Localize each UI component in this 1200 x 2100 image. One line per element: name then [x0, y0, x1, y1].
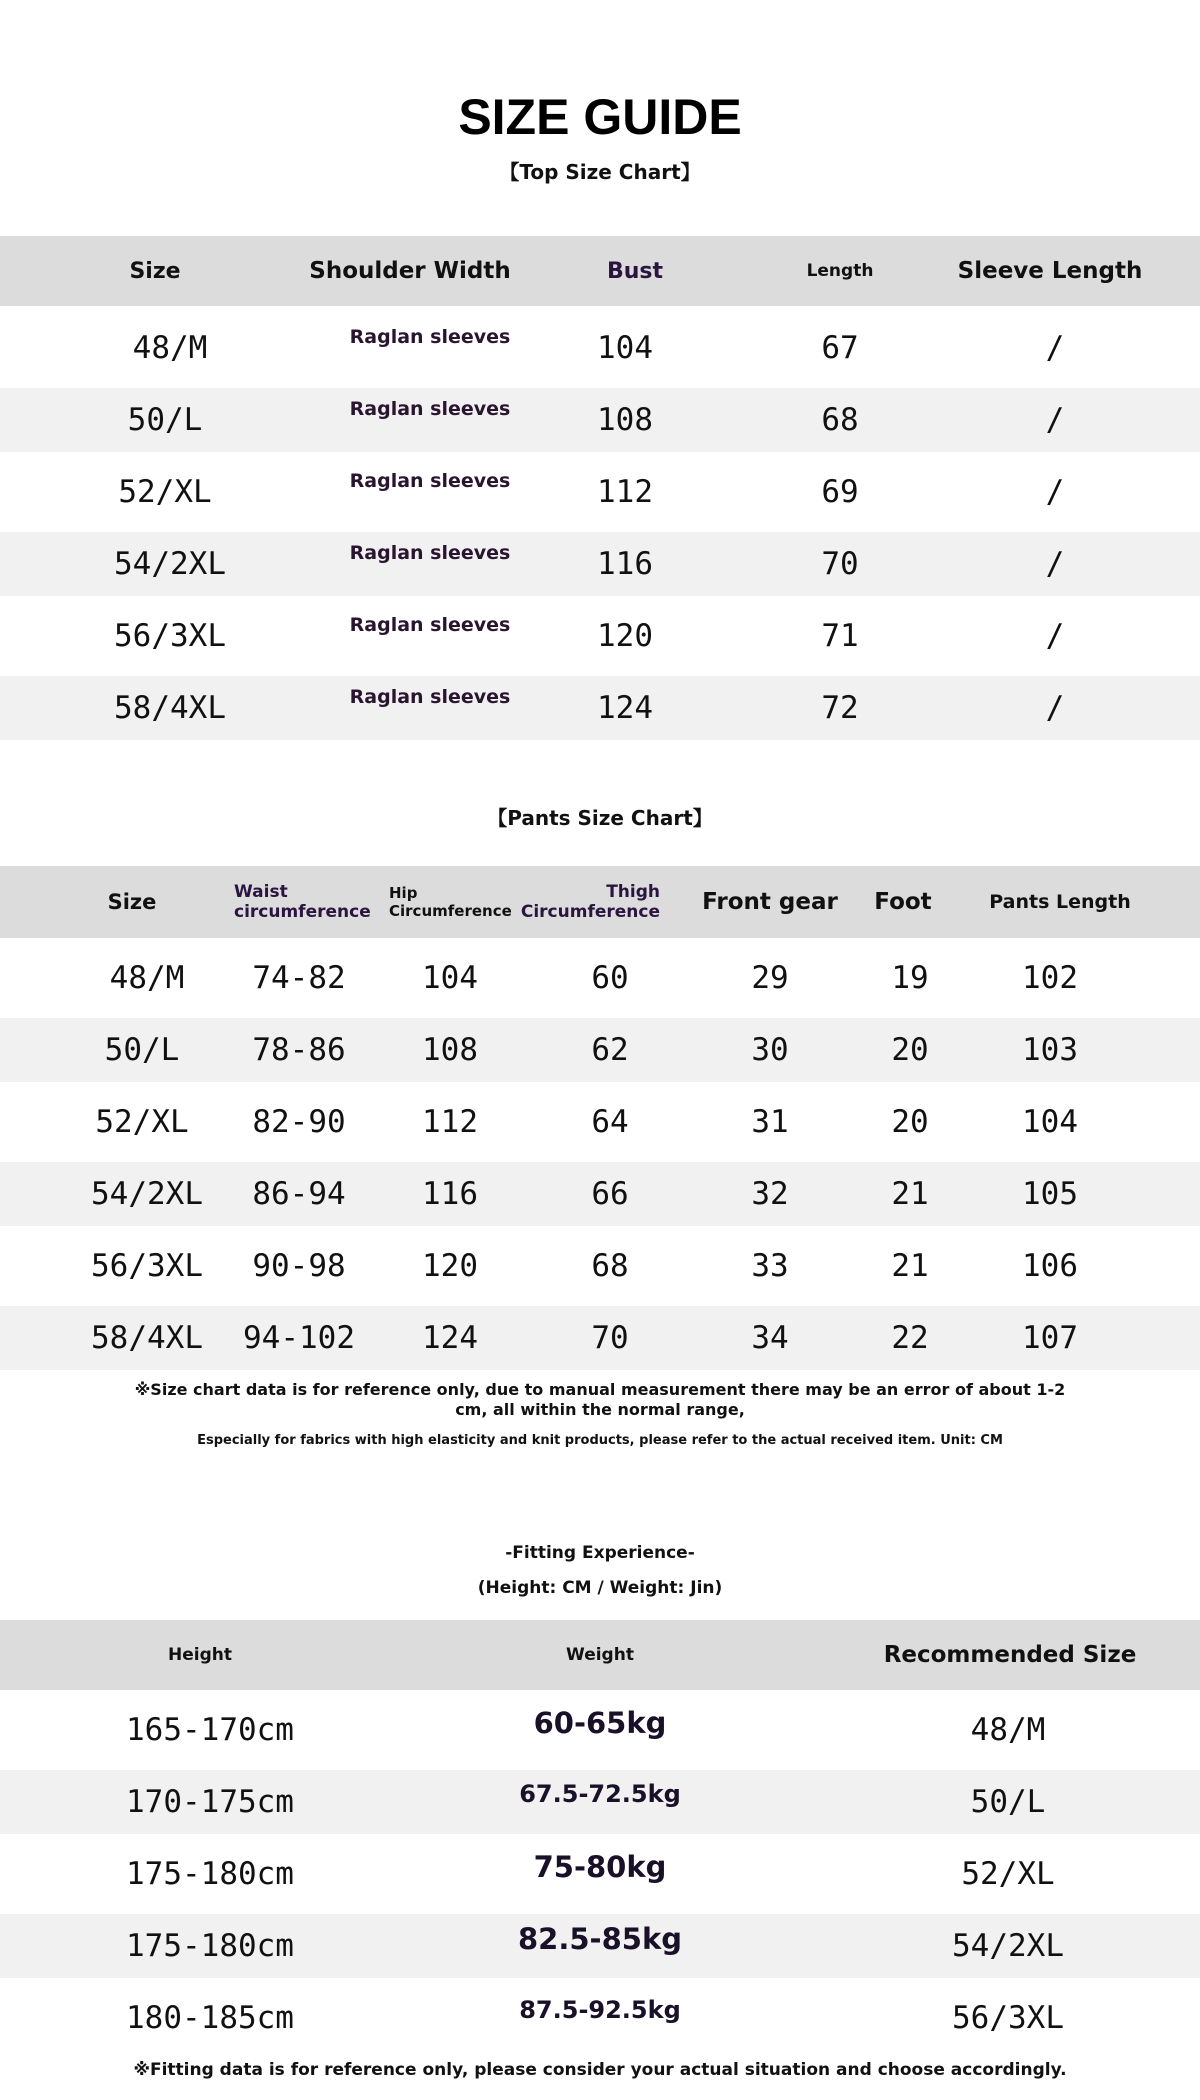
cell-foot: 22 [891, 1320, 929, 1356]
cell-shoulder: Raglan sleeves [349, 614, 511, 636]
header-size: Size [129, 258, 181, 284]
cell-thigh: 64 [591, 1104, 629, 1140]
fitting-header [0, 1620, 1200, 1690]
cell-sleeve: / [1045, 402, 1065, 438]
cell-waist: 86-94 [252, 1176, 346, 1212]
cell-thigh: 60 [591, 960, 629, 996]
table-row [0, 388, 1200, 452]
cell-bust: 108 [597, 402, 653, 438]
cell-length: 71 [821, 618, 859, 654]
cell-pants-length: 105 [1022, 1176, 1078, 1212]
cell-front-gear: 33 [751, 1248, 789, 1284]
cell-sleeve: / [1045, 618, 1065, 654]
header-bust: Bust [606, 258, 664, 284]
cell-weight: 82.5-85kg [518, 1922, 682, 1956]
table-row [0, 1018, 1200, 1082]
cell-weight: 75-80kg [533, 1850, 667, 1884]
header-pants-length: Pants Length [989, 891, 1131, 913]
cell-pants-length: 106 [1022, 1248, 1078, 1284]
table-row [0, 676, 1200, 740]
cell-sleeve: / [1045, 330, 1065, 366]
top-chart-subtitle: 【Top Size Chart】 [499, 160, 701, 184]
cell-foot: 20 [891, 1032, 929, 1068]
cell-recommended-size: 48/M [970, 1712, 1046, 1748]
cell-size: 56/3XL [91, 1248, 203, 1284]
cell-waist: 78-86 [252, 1032, 346, 1068]
header-shoulder-width: Shoulder Width [309, 258, 511, 284]
header-thigh-line1: Thigh [606, 882, 660, 902]
table-row [0, 1698, 1200, 1762]
cell-recommended-size: 52/XL [961, 1856, 1055, 1892]
cell-front-gear: 34 [751, 1320, 789, 1356]
cell-shoulder: Raglan sleeves [349, 542, 511, 564]
cell-bust: 112 [597, 474, 653, 510]
table-row [0, 1306, 1200, 1370]
header-front-gear: Front gear [702, 889, 838, 915]
cell-sleeve: / [1045, 546, 1065, 582]
table-row [0, 604, 1200, 668]
cell-foot: 21 [891, 1176, 929, 1212]
cell-foot: 21 [891, 1248, 929, 1284]
table-row [0, 946, 1200, 1010]
size-chart-note-line2: cm, all within the normal range, [455, 1400, 745, 1419]
cell-hip: 120 [422, 1248, 478, 1284]
header-size: Size [107, 890, 157, 914]
cell-thigh: 66 [591, 1176, 629, 1212]
header-weight: Weight [566, 1645, 634, 1665]
cell-size: 48/M [109, 960, 185, 996]
cell-size: 56/3XL [114, 618, 226, 654]
table-row [0, 1162, 1200, 1226]
cell-shoulder: Raglan sleeves [349, 326, 511, 348]
header-thigh-line2: Circumference [520, 902, 660, 922]
table-row [0, 316, 1200, 380]
cell-front-gear: 32 [751, 1176, 789, 1212]
header-hip-line2: Circumference [389, 902, 512, 920]
cell-sleeve: / [1045, 690, 1065, 726]
header-hip-line1: Hip [389, 884, 418, 902]
header-height: Height [168, 1645, 232, 1665]
page-title: SIZE GUIDE [458, 89, 742, 145]
table-row [0, 1090, 1200, 1154]
cell-length: 68 [821, 402, 859, 438]
cell-height: 175-180cm [126, 1856, 294, 1892]
cell-height: 170-175cm [126, 1784, 294, 1820]
cell-length: 70 [821, 546, 859, 582]
cell-recommended-size: 56/3XL [952, 2000, 1064, 2036]
cell-pants-length: 102 [1022, 960, 1078, 996]
cell-waist: 94-102 [243, 1320, 355, 1356]
cell-thigh: 68 [591, 1248, 629, 1284]
cell-bust: 124 [597, 690, 653, 726]
header-thigh [520, 866, 660, 938]
cell-shoulder: Raglan sleeves [349, 398, 511, 420]
cell-pants-length: 103 [1022, 1032, 1078, 1068]
table-row [0, 1234, 1200, 1298]
cell-size: 54/2XL [91, 1176, 203, 1212]
cell-size: 48/M [132, 330, 208, 366]
cell-pants-length: 107 [1022, 1320, 1078, 1356]
table-row [0, 1986, 1200, 2050]
table-row [0, 532, 1200, 596]
header-length: Length [806, 261, 874, 281]
pants-chart-subtitle: 【Pants Size Chart】 [487, 806, 713, 830]
cell-weight: 60-65kg [533, 1706, 667, 1740]
cell-recommended-size: 54/2XL [952, 1928, 1064, 1964]
table-row [0, 1842, 1200, 1906]
cell-bust: 116 [597, 546, 653, 582]
fitting-note: ※Fitting data is for reference only, please consider your actual situation and choose accordingly. [133, 2060, 1067, 2080]
cell-length: 72 [821, 690, 859, 726]
cell-size: 54/2XL [114, 546, 226, 582]
cell-height: 175-180cm [126, 1928, 294, 1964]
pants-chart-header [0, 866, 1200, 938]
top-chart-header [0, 236, 1200, 306]
header-hip [389, 866, 529, 938]
header-waist-line1: Waist [234, 882, 288, 902]
size-chart-note-line1: ※Size chart data is for reference only, due to manual measurement there may be an error of about 1-2 [134, 1380, 1066, 1399]
cell-size: 58/4XL [114, 690, 226, 726]
cell-thigh: 62 [591, 1032, 629, 1068]
cell-pants-length: 104 [1022, 1104, 1078, 1140]
header-waist-line2: circumference [234, 902, 371, 922]
cell-shoulder: Raglan sleeves [349, 686, 511, 708]
cell-sleeve: / [1045, 474, 1065, 510]
cell-bust: 120 [597, 618, 653, 654]
cell-weight: 87.5-92.5kg [519, 1996, 681, 2024]
cell-bust: 104 [597, 330, 653, 366]
cell-length: 69 [821, 474, 859, 510]
cell-front-gear: 30 [751, 1032, 789, 1068]
cell-size: 50/L [127, 402, 203, 438]
cell-hip: 108 [422, 1032, 478, 1068]
size-chart-note [0, 1380, 1200, 1420]
cell-length: 67 [821, 330, 859, 366]
header-recommended-size: Recommended Size [883, 1642, 1137, 1668]
cell-height: 180-185cm [126, 2000, 294, 2036]
cell-hip: 124 [422, 1320, 478, 1356]
table-row [0, 460, 1200, 524]
table-row [0, 1770, 1200, 1834]
cell-size: 50/L [104, 1032, 180, 1068]
cell-hip: 104 [422, 960, 478, 996]
cell-front-gear: 29 [751, 960, 789, 996]
header-sleeve-length: Sleeve Length [957, 258, 1143, 284]
cell-waist: 74-82 [252, 960, 346, 996]
header-waist [234, 866, 384, 938]
cell-size: 52/XL [95, 1104, 189, 1140]
cell-size: 58/4XL [91, 1320, 203, 1356]
cell-recommended-size: 50/L [970, 1784, 1046, 1820]
cell-waist: 90-98 [252, 1248, 346, 1284]
cell-hip: 112 [422, 1104, 478, 1140]
table-row [0, 1914, 1200, 1978]
cell-thigh: 70 [591, 1320, 629, 1356]
header-foot: Foot [874, 889, 932, 915]
fitting-subtitle: -Fitting Experience- [505, 1543, 695, 1563]
cell-shoulder: Raglan sleeves [349, 470, 511, 492]
cell-front-gear: 31 [751, 1104, 789, 1140]
size-chart-note-line3: Especially for fabrics with high elasticity and knit products, please refer to the actual received item. Unit: CM [197, 1433, 1003, 1448]
cell-weight: 67.5-72.5kg [519, 1780, 681, 1808]
cell-foot: 19 [891, 960, 929, 996]
cell-hip: 116 [422, 1176, 478, 1212]
fitting-units: (Height: CM / Weight: Jin) [477, 1578, 723, 1598]
cell-waist: 82-90 [252, 1104, 346, 1140]
cell-size: 52/XL [118, 474, 212, 510]
cell-height: 165-170cm [126, 1712, 294, 1748]
cell-foot: 20 [891, 1104, 929, 1140]
